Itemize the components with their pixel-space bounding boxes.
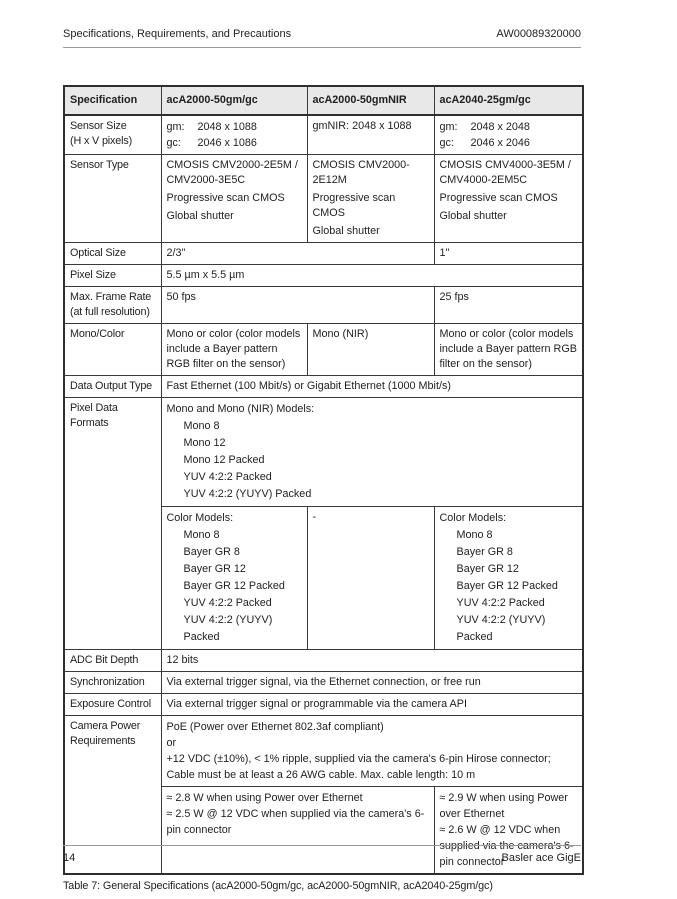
row-sensor-size [64, 115, 583, 155]
row-exposure-control [64, 694, 583, 716]
table-header-row [64, 86, 583, 115]
sensor-size-value: gc: 2046 x 2046 [439, 137, 530, 149]
sensor-type-aca2000 [161, 155, 307, 243]
pixel-format-item: Mono 8 [183, 529, 220, 541]
pixel-format-item: YUV 4:2:2 Packed [183, 471, 272, 483]
pixel-format-item: Bayer GR 12 Packed [183, 580, 285, 592]
frame-rate-aca2040: 25 fps [434, 287, 583, 324]
data-output-value: Fast Ethernet (100 Mbit/s) or Gigabit Ethernet (1000 Mbit/s) [161, 376, 583, 398]
pixel-format-item: Bayer GR 12 [183, 563, 246, 575]
header-rule [63, 47, 581, 48]
power-requirement-line: or [166, 737, 177, 749]
sensor-type-aca2040 [434, 155, 583, 243]
sensor-type-line: Global shutter [312, 225, 380, 237]
synchronization-value: Via external trigger signal, via the Ethernet connection, or free run [161, 672, 583, 694]
sensor-type-line: CMOSIS CMV4000-3E5M / CMV4000-2EM5C [439, 159, 571, 186]
row-adc-bit-depth [64, 650, 583, 672]
pixel-formats-mono-cell [161, 398, 583, 507]
spec-label-optical-size: Optical Size [64, 243, 161, 265]
document-number: AW00089320000 [496, 28, 581, 40]
pixel-formats-color-title: Color Models: [166, 512, 234, 524]
pixel-format-item: YUV 4:2:2 (YUYV) Packed [183, 614, 273, 643]
row-data-output-type [64, 376, 583, 398]
power-requirement-line: Cable must be at least a 26 AWG cable. Max. cable length: 10 m [166, 769, 476, 781]
spec-label-mono-color: Mono/Color [64, 324, 161, 376]
col-header-aca2000-50gmnir: acA2000-50gmNIR [307, 86, 434, 115]
sensor-type-line: Global shutter [439, 210, 507, 222]
spec-label-sensor-size [64, 115, 161, 155]
pixel-format-item: Bayer GR 12 Packed [456, 580, 558, 592]
pixel-format-item: YUV 4:2:2 Packed [183, 597, 272, 609]
running-header-title: Specifications, Requirements, and Precautions [63, 28, 292, 40]
pixel-format-item: YUV 4:2:2 Packed [456, 597, 545, 609]
spec-label-max-frame-rate [64, 287, 161, 324]
row-synchronization [64, 672, 583, 694]
sensor-type-line: Progressive scan CMOS [439, 192, 558, 204]
mono-color-aca2000: Mono or color (color models include a Bayer pattern RGB filter on the sensor) [161, 324, 307, 376]
adc-value: 12 bits [161, 650, 583, 672]
spec-label-pixel-data-formats: Pixel Data Formats [64, 398, 161, 650]
pixel-formats-color-aca2040 [434, 507, 583, 650]
row-optical-size [64, 243, 583, 265]
power-consumption-line: ≈ 2.6 W @ 12 VDC when supplied via the camera's 6-pin connector [439, 824, 574, 868]
spec-label-line: (H x V pixels) [70, 135, 133, 147]
spec-label-synchronization: Synchronization [64, 672, 161, 694]
row-sensor-type [64, 155, 583, 243]
pixel-format-item: YUV 4:2:2 (YUYV) Packed [183, 488, 312, 500]
optical-size-aca2000: 2/3" [161, 243, 434, 265]
page-number: 14 [63, 852, 76, 864]
spec-label-exposure-control: Exposure Control [64, 694, 161, 716]
sensor-type-line: CMOSIS CMV2000-2E12M [312, 159, 410, 186]
running-header [63, 28, 581, 40]
sensor-size-aca2040 [434, 115, 583, 155]
general-specifications-table [63, 85, 584, 875]
pixel-formats-nir-placeholder: - [307, 507, 434, 650]
pixel-format-item: Bayer GR 8 [456, 546, 513, 558]
pixel-formats-color-list [167, 527, 302, 646]
sensor-type-line: CMOSIS CMV2000-2E5M / CMV2000-3E5C [166, 159, 298, 186]
col-header-aca2000-50gm-gc: acA2000-50gm/gc [161, 86, 307, 115]
row-power-requirements [64, 716, 583, 787]
power-consumption-line: ≈ 2.5 W @ 12 VDC when supplied via the camera's 6-pin connector [166, 808, 425, 836]
power-requirement-line: PoE (Power over Ethernet 802.3af compliant) [166, 721, 384, 733]
pixel-formats-mono-title: Mono and Mono (NIR) Models: [166, 403, 315, 415]
pixel-formats-color-list [440, 527, 578, 646]
mono-color-aca2000nir: Mono (NIR) [307, 324, 434, 376]
sensor-type-line: Global shutter [166, 210, 234, 222]
pixel-format-item: Mono 8 [183, 420, 220, 432]
pixel-formats-color-title: Color Models: [439, 512, 507, 524]
sensor-size-value: gc: 2046 x 1086 [166, 137, 257, 149]
col-header-specification: Specification [64, 86, 161, 115]
spec-label-line: Sensor Size [70, 120, 127, 132]
pixel-format-item: Bayer GR 12 [456, 563, 519, 575]
pixel-formats-mono-list [167, 418, 578, 503]
sensor-size-value: gm: 2048 x 2048 [439, 121, 530, 133]
pixel-format-item: Mono 12 [183, 437, 226, 449]
footer-rule [63, 845, 581, 846]
spec-label-pixel-size: Pixel Size [64, 265, 161, 287]
row-pixel-size [64, 265, 583, 287]
pixel-format-item: Mono 8 [456, 529, 493, 541]
spec-label-data-output-type: Data Output Type [64, 376, 161, 398]
frame-rate-aca2000: 50 fps [161, 287, 434, 324]
pixel-formats-color-aca2000 [161, 507, 307, 650]
power-common-cell [161, 716, 583, 787]
footer-document-title: Basler ace GigE [501, 852, 581, 864]
row-mono-color [64, 324, 583, 376]
exposure-control-value: Via external trigger signal or programmable via the camera API [161, 694, 583, 716]
sensor-size-aca2000nir: gmNIR: 2048 x 1088 [307, 115, 434, 155]
sensor-size-aca2000 [161, 115, 307, 155]
spec-label-adc-bit-depth: ADC Bit Depth [64, 650, 161, 672]
pixel-format-item: Mono 12 Packed [183, 454, 265, 466]
mono-color-aca2040: Mono or color (color models include a Bayer pattern RGB filter on the sensor) [434, 324, 583, 376]
pixel-size-value: 5.5 µm x 5.5 µm [161, 265, 583, 287]
optical-size-aca2040: 1" [434, 243, 583, 265]
running-footer [63, 852, 581, 864]
row-pixel-formats-mono [64, 398, 583, 507]
page-content [63, 85, 582, 892]
spec-label-sensor-type: Sensor Type [64, 155, 161, 243]
power-consumption-line: ≈ 2.9 W when using Power over Ethernet [439, 792, 568, 820]
spec-label-line: Max. Frame Rate [70, 291, 152, 303]
sensor-type-line: Progressive scan CMOS [166, 192, 285, 204]
col-header-aca2040-25gm-gc: acA2040-25gm/gc [434, 86, 583, 115]
pixel-format-item: Bayer GR 8 [183, 546, 240, 558]
power-requirement-line: +12 VDC (±10%), < 1% ripple, supplied via the camera's 6-pin Hirose connector; [166, 753, 551, 765]
table-caption: Table 7: General Specifications (acA2000-50gm/gc, acA2000-50gmNIR, acA2040-25gm/gc) [63, 880, 493, 892]
pixel-format-item: YUV 4:2:2 (YUYV) Packed [456, 614, 546, 643]
row-max-frame-rate [64, 287, 583, 324]
spec-label-line: (at full resolution) [70, 306, 150, 318]
sensor-type-line: Progressive scan CMOS [312, 192, 396, 219]
spec-label-camera-power: Camera Power Requirements [64, 716, 161, 875]
power-consumption-line: ≈ 2.8 W when using Power over Ethernet [166, 792, 363, 804]
sensor-type-aca2000nir [307, 155, 434, 243]
sensor-size-value: gm: 2048 x 1088 [166, 121, 257, 133]
